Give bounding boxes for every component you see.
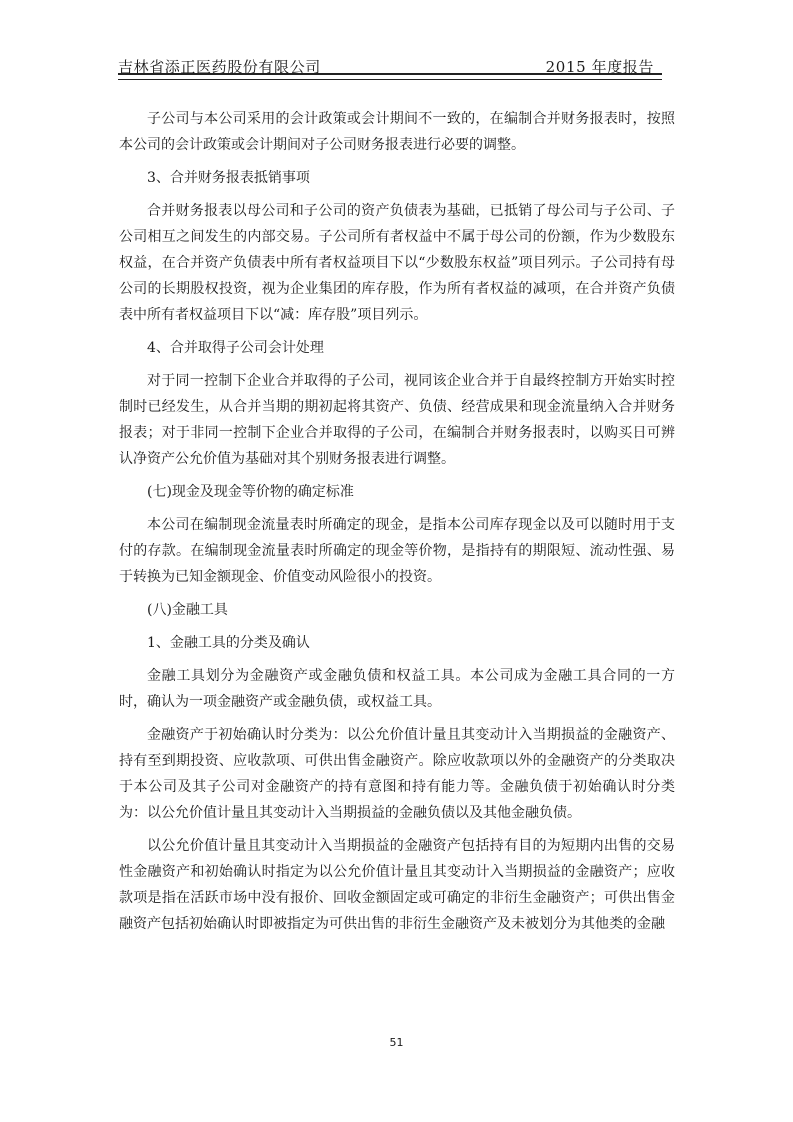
paragraph: 金融资产于初始确认时分类为：以公允价值计量且其变动计入当期损益的金融资产、持有至到期投资、应收款项、可供出售金融资产。除应收款项以外的金融资产的分类取决于本公司及其子公司对金融资产的持有意图和持有能力等。金融负债于初始确认时分类为：以公允价值计量且其变动计入当期损益的金融负债以及其他金融负债。 bbox=[119, 727, 675, 821]
page-header bbox=[118, 54, 662, 80]
paragraph: 以公允价值计量且其变动计入当期损益的金融资产包括持有目的为短期内出售的交易性金融资产和初始确认时指定为以公允价值计量且其变动计入当期损益的金融资产；应收款项是指在活跃市场中没有报价、回收金额固定或可确定的非衍生金融资产；可供出售金融资产包括初始确认时即被指定为可供出售的非衍生金融资产及未被划分为其他类的金融 bbox=[119, 838, 675, 932]
document-body bbox=[119, 106, 675, 937]
section-heading: 1、金融工具的分类及确认 bbox=[147, 635, 310, 651]
page-number: 51 bbox=[389, 1036, 404, 1049]
paragraph: 本公司在编制现金流量表时所确定的现金，是指本公司库存现金以及可以随时用于支付的存款。在编制现金流量表时所确定的现金等价物，是指持有的期限短、流动性强、易于转换为已知金额现金、价值变动风险很小的投资。 bbox=[119, 517, 675, 585]
section-heading: (八)金融工具 bbox=[147, 602, 228, 618]
paragraph: 子公司与本公司采用的会计政策或会计期间不一致的，在编制合并财务报表时，按照本公司的会计政策或会计期间对子公司财务报表进行必要的调整。 bbox=[119, 111, 675, 153]
section-heading: 3、合并财务报表抵销事项 bbox=[147, 170, 310, 186]
section-heading: (七)现金及现金等价物的确定标准 bbox=[147, 484, 354, 500]
paragraph: 对于同一控制下企业合并取得的子公司，视同该企业合并于自最终控制方开始实时控制时已经发生，从合并当期的期初起将其资产、负债、经营成果和现金流量纳入合并财务报表；对于非同一控制下企业合并取得的子公司，在编制合并财务报表时，以购买日可辨认净资产公允价值为基础对其个别财务报表进行调整。 bbox=[119, 373, 675, 467]
header-rule bbox=[118, 73, 662, 80]
company-name: 吉林省添正医药股份有限公司 bbox=[118, 58, 321, 76]
paragraph: 金融工具划分为金融资产或金融负债和权益工具。本公司成为金融工具合同的一方时，确认为一项金融资产或金融负债，或权益工具。 bbox=[119, 668, 675, 710]
section-heading: 4、合并取得子公司会计处理 bbox=[147, 340, 324, 356]
paragraph: 合并财务报表以母公司和子公司的资产负债表为基础，已抵销了母公司与子公司、子公司相互之间发生的内部交易。子公司所有者权益中不属于母公司的份额，作为少数股东权益，在合并资产负债表中所有者权益项目下以“少数股东权益”项目列示。子公司持有母公司的长期股权投资，视为企业集团的库存股，作为所有者权益的减项，在合并资产负债表中所有者权益项目下以“减：库存股”项目列示。 bbox=[119, 203, 675, 323]
report-title: 2015 年度报告 bbox=[545, 58, 654, 76]
